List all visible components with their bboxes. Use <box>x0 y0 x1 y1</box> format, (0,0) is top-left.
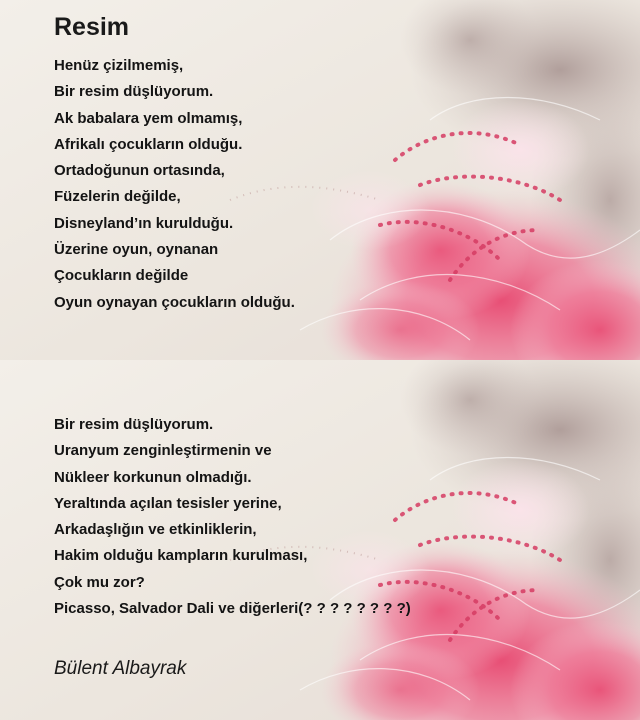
poem-line: Arkadaşlığın ve etkinliklerin, <box>54 521 257 539</box>
poem-line: Nükleer korkunun olmadığı. <box>54 468 252 486</box>
poem-line: Yeraltında açılan tesisler yerine, <box>54 494 282 512</box>
poem-line: Üzerine oyun, oynanan <box>54 241 219 259</box>
poem-line: Hakim olduğu kampların kurulması, <box>54 547 308 565</box>
poem-line: Bir resim düşlüyorum. <box>54 416 214 433</box>
poem-stanza-1 <box>54 53 295 316</box>
poem-line: Picasso, Salvador Dali ve diğerleri(? ? ? ? ? ? ? ?) <box>54 600 411 618</box>
poem-line: Ak babalara yem olmamış, <box>54 109 243 127</box>
poem-line: Füzelerin değilde, <box>54 188 181 206</box>
poem-line: Ortadoğunun ortasında, <box>54 162 225 180</box>
poem-line: Oyun oynayan çocukların olduğu. <box>54 293 295 311</box>
poem-line: Afrikalı çocukların olduğu. <box>54 135 243 153</box>
poem-line: Uranyum zenginleştirmenin ve <box>54 442 272 460</box>
poem-line: Henüz çizilmemiş, <box>54 57 184 74</box>
poem-line: Bir resim düşlüyorum. <box>54 83 214 101</box>
poem-line: Çocukların değilde <box>54 267 189 285</box>
poem-line: Disneyland’ın kurulduğu. <box>54 214 234 232</box>
poem-panel-bottom <box>0 360 640 720</box>
poem-author: Bülent Albayrak <box>54 658 187 679</box>
poem-stanza-2 <box>54 412 411 622</box>
poem-line: Çok mu zor? <box>54 573 145 591</box>
poem-title: Resim <box>54 13 130 41</box>
